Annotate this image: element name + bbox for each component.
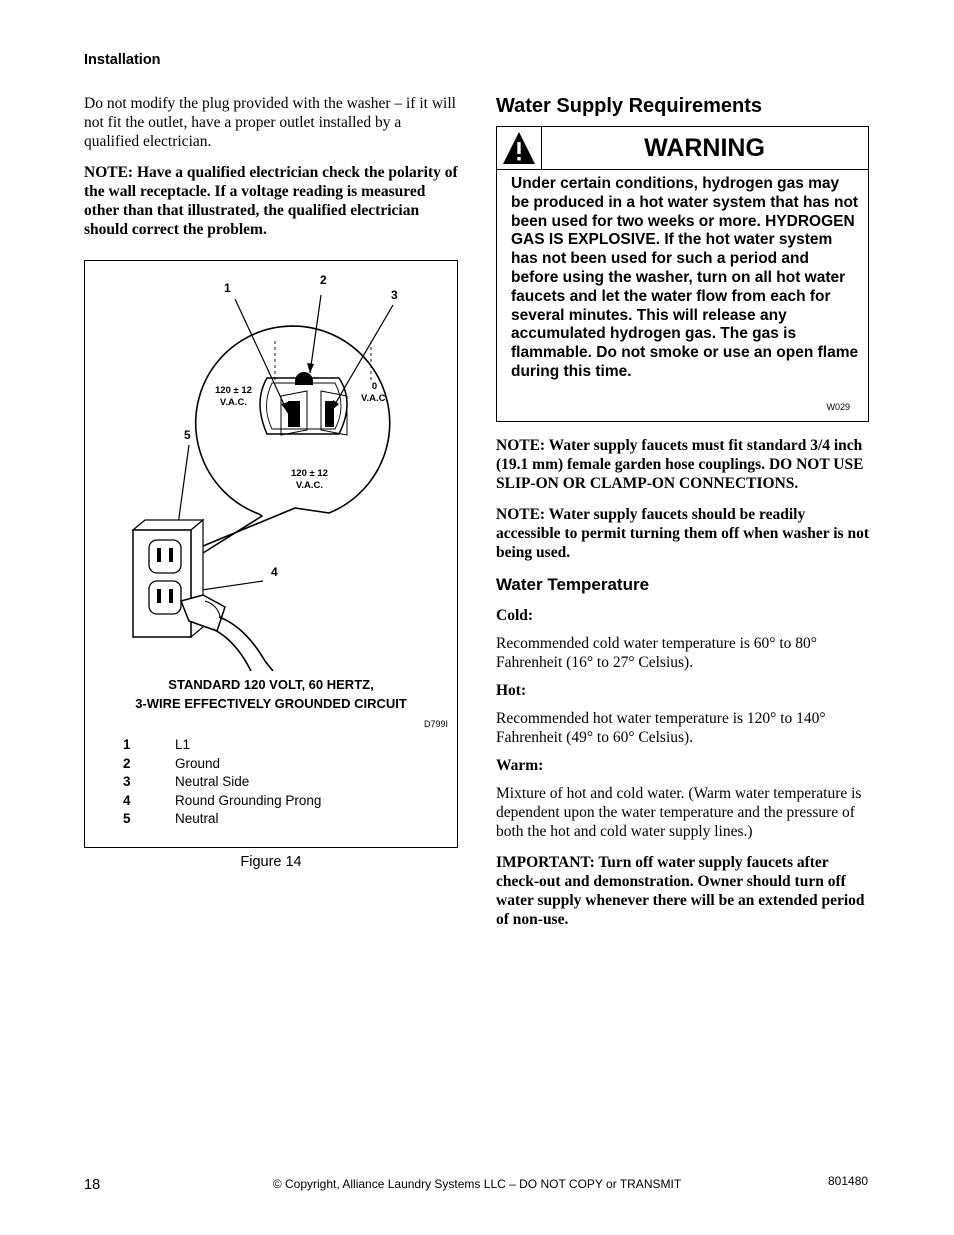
warning-title: WARNING (644, 134, 765, 162)
hot-label: Hot: (496, 682, 527, 699)
warm-label: Warm: (496, 757, 544, 774)
water-temperature-heading: Water Temperature (496, 575, 650, 594)
right-column-heading (496, 94, 872, 118)
note-accessibility: NOTE: Water supply faucets should be readily accessible to permit turning them off when washer is not being used. (496, 506, 869, 561)
figure-14-box (84, 260, 458, 848)
warm-text: Mixture of hot and cold water. (Warm water temperature is dependent upon the water temperature and the pressure of both the hot and cold water supply lines.) (496, 785, 862, 840)
warning-triangle-icon (497, 127, 542, 169)
polarity-note: NOTE: Have a qualified electrician check the polarity of the wall receptacle. If a voltage reading is measured other than that illustrated, the qualified electrician should correct the problem. (84, 164, 458, 238)
hot-slot (288, 401, 300, 427)
legend-item: 1 L1 (123, 737, 191, 752)
figure-code: D799I (424, 719, 449, 729)
water-supply-heading: Water Supply Requirements (496, 95, 762, 117)
callout-1: 1 (224, 281, 231, 295)
voltage-bottom-label: 120 ± 12 V.A.C. (291, 468, 328, 491)
page-number: 18 (84, 1177, 101, 1193)
callout-4: 4 (271, 565, 278, 579)
copyright-notice: © Copyright, Alliance Laundry Systems LLC – DO NOT COPY or TRANSMIT (272, 1177, 682, 1191)
magnify-bubble (189, 326, 390, 558)
callout-3: 3 (391, 288, 398, 302)
receptacle-diagram (85, 261, 457, 671)
important-note: IMPORTANT: Turn off water supply faucets after check-out and demonstration. Owner should turn off water supply whenever there will be an extended period of non-use. (496, 854, 865, 928)
circuit-caption: STANDARD 120 VOLT, 60 HERTZ, 3-WIRE EFFECTIVELY GROUNDED CIRCUIT (135, 677, 407, 711)
legend-item: 2 Ground (123, 755, 221, 771)
legend-item: 3 Neutral Side (123, 774, 250, 789)
legend-item: 5 Neutral (123, 811, 219, 826)
warning-code: W029 (826, 402, 850, 412)
plug-paragraph: Do not modify the plug provided with the washer – if it will not fit the outlet, have a proper outlet installed by a qualified electrician. (84, 95, 456, 150)
hot-text: Recommended hot water temperature is 120° to 140° Fahrenheit (49° to 60° Celsius). (496, 710, 826, 746)
document-number: 801480 (828, 1174, 869, 1188)
section-header: Installation (84, 52, 161, 68)
figure-legend (123, 737, 321, 830)
cold-text: Recommended cold water temperature is 60° to 80° Fahrenheit (16° to 27° Celsius). (496, 635, 818, 671)
warning-header (497, 127, 868, 170)
cold-label: Cold: (496, 607, 534, 624)
callout-2: 2 (320, 273, 327, 287)
callout-5: 5 (184, 428, 191, 442)
legend-item: 4 Round Grounding Prong (123, 792, 322, 808)
right-column-body (496, 436, 872, 941)
figure-caption: Figure 14 (240, 854, 302, 870)
voltage-left-label: 120 ± 12 V.A.C. (215, 385, 252, 408)
warning-text: Under certain conditions, hydrogen gas may be produced in a hot water system that has not been used for two weeks or more. HYDROGEN GAS IS EXPLOSIVE. If the hot water system has not been used for such a period and before using the washer, turn on all hot water faucets and let the water flow from each for several minutes. This will release any accumulated hydrogen gas. The gas is flammable. Do not smoke or use an open flame during this time. (511, 175, 859, 380)
note-couplings: NOTE: Water supply faucets must fit standard 3/4 inch (19.1 mm) female garden hose couplings. DO NOT USE SLIP-ON OR CLAMP-ON CONNECTIONS. (496, 437, 864, 492)
left-column (84, 94, 458, 251)
warning-box (496, 126, 869, 422)
voltage-right-label: 0 V.A.C. (361, 381, 389, 404)
